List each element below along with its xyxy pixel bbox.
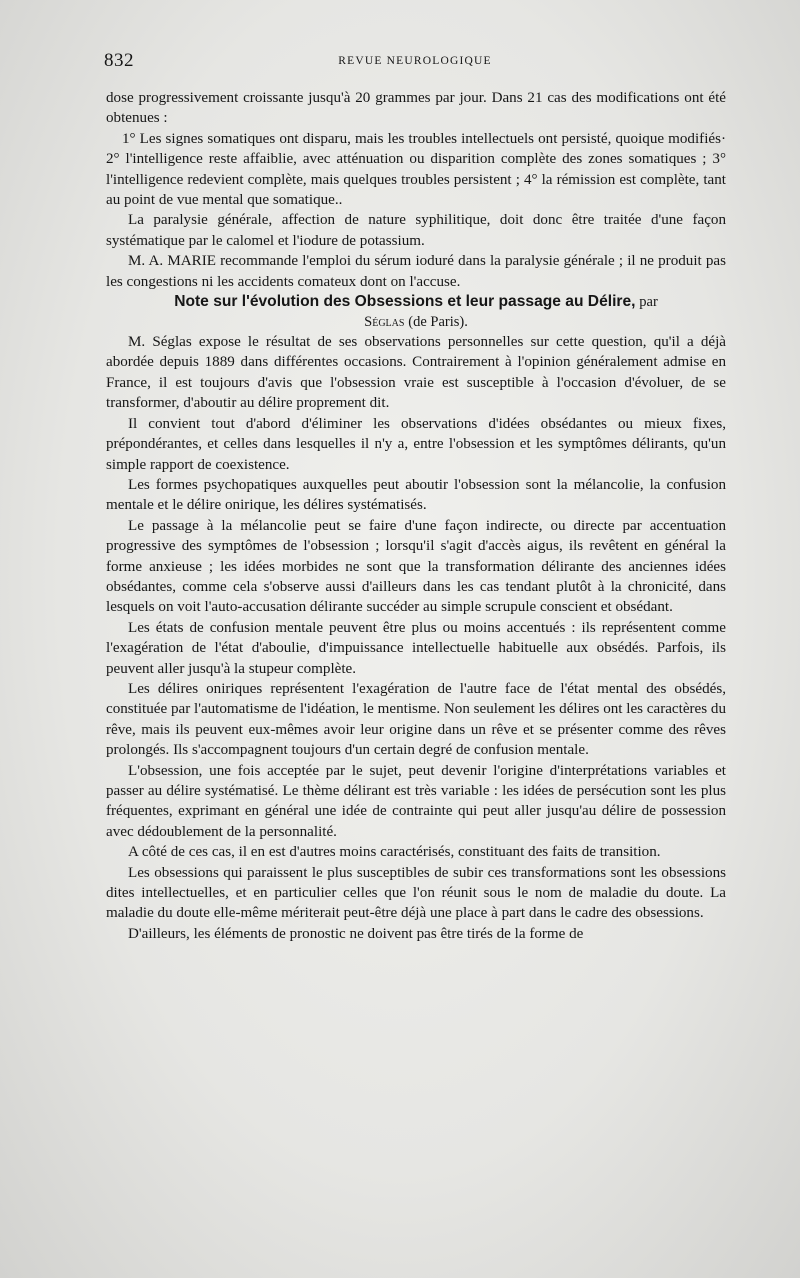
- section-title: Note sur l'évolution des Obsessions et leur passage au Délire,: [174, 293, 636, 311]
- article-body: [106, 88, 726, 944]
- section-location: (de Paris).: [408, 314, 468, 331]
- paragraph: Le passage à la mélancolie peut se faire d'une façon indirecte, ou directe par accentuation progressive des symptômes de l'obsession ; lorsqu'il s'agit d'accès aigus, ils revêtent en général la forme anxieuse ; les idées morbides ne sont que la transformation délirante des anciennes idées obsédantes, comme cela s'observe aussi d'ailleurs dans les cas tendant plutôt à la chronicité, dans lesquels on voit l'auto-accusation délirante succéder au simple scrupule conscient et obsédant.: [106, 517, 726, 616]
- paragraph: La paralysie générale, affection de nature syphilitique, doit donc être traitée d'une façon systématique par le calomel et l'iodure de potassium.: [106, 212, 726, 249]
- paragraph: Les délires oniriques représentent l'exagération de l'autre face de l'état mental des obsédés, constituée par l'automatisme de l'idéation, le mentisme. Non seulement les délires ont les caractères du rêve, mais ils peuvent eux-mêmes avoir leur origine dans un rêve et se présenter comme des rêves prolongés. Ils s'accompagnent toujours d'un certain degré de confusion mentale.: [106, 680, 726, 759]
- page-header: [104, 50, 726, 76]
- section-by: par: [639, 294, 658, 311]
- paragraph: M. Séglas expose le résultat de ses observations personnelles sur cette question, qu'il a déjà abordée depuis 1889 dans différentes occasions. Contrairement à l'opinion généralement admise en France, il est toujours d'avis que l'obsession vraie est susceptible à l'occasion d'évoluer, de se transformer, d'aboutir au délire proprement dit.: [106, 334, 726, 412]
- paragraph: M. A. MARIE recommande l'emploi du sérum ioduré dans la paralysie générale ; il ne produit pas les congestions ni les accidents comateux dont on l'accuse.: [106, 253, 726, 290]
- paragraph: A côté de ces cas, il en est d'autres moins caractérisés, constituant des faits de transition.: [128, 844, 661, 861]
- paragraph: D'ailleurs, les éléments de pronostic ne doivent pas être tirés de la forme de: [128, 925, 584, 942]
- paragraph: Les obsessions qui paraissent le plus susceptibles de subir ces transformations sont les obsessions dites intellectuelles, et en particulier celles que l'on réunit sous le nom de maladie du doute. La maladie du doute elle-même mériterait peut-être déjà une place à part dans le cadre des obsessions.: [106, 864, 726, 922]
- section-author: Séglas: [364, 314, 405, 331]
- paragraph: Les formes psychopatiques auxquelles peut aboutir l'obsession sont la mélancolie, la confusion mentale et le délire onirique, les délires systématisés.: [106, 476, 726, 514]
- paragraph: dose progressivement croissante jusqu'à 20 grammes par jour. Dans 21 cas des modifications ont été obtenues :: [106, 90, 726, 127]
- section-heading: [106, 292, 726, 332]
- paragraph: L'obsession, une fois acceptée par le sujet, peut devenir l'origine d'interprétations variables et passer au délire systématisé. Le thème délirant est très variable : les idées de persécution sont les plus fréquentes, exprimant en général une idée de contrainte qui peut aller jusqu'au délire de possession avec dédoublement de la personnalité.: [106, 762, 726, 840]
- page-number: 832: [104, 50, 134, 71]
- paragraph: 1° Les signes somatiques ont disparu, mais les troubles intellectuels ont persisté, quoique modifiés· 2° l'intelligence reste affaiblie, avec atténuation ou disparition complète des zones somatiques ; 3° l'intelligence redevient complète, mais quelques troubles persistent ; 4° la rémission est complète, tant au point de vue mental que somatique..: [106, 130, 726, 209]
- paragraph: Il convient tout d'abord d'éliminer les observations d'idées obsédantes ou mieux fixes, prépondérantes, et celles dans lesquelles il n'y a, entre l'obsession et les symptômes délirants, qu'un simple rapport de coexistence.: [106, 415, 726, 473]
- paragraph: Les états de confusion mentale peuvent être plus ou moins accentués : ils représentent comme l'exagération de l'état d'aboulie, d'impuissance intellectuelle habituelle aux obsédés. Parfois, ils peuvent aller jusqu'à la stupeur complète.: [106, 619, 726, 677]
- running-title: REVUE NEUROLOGIQUE: [338, 55, 492, 67]
